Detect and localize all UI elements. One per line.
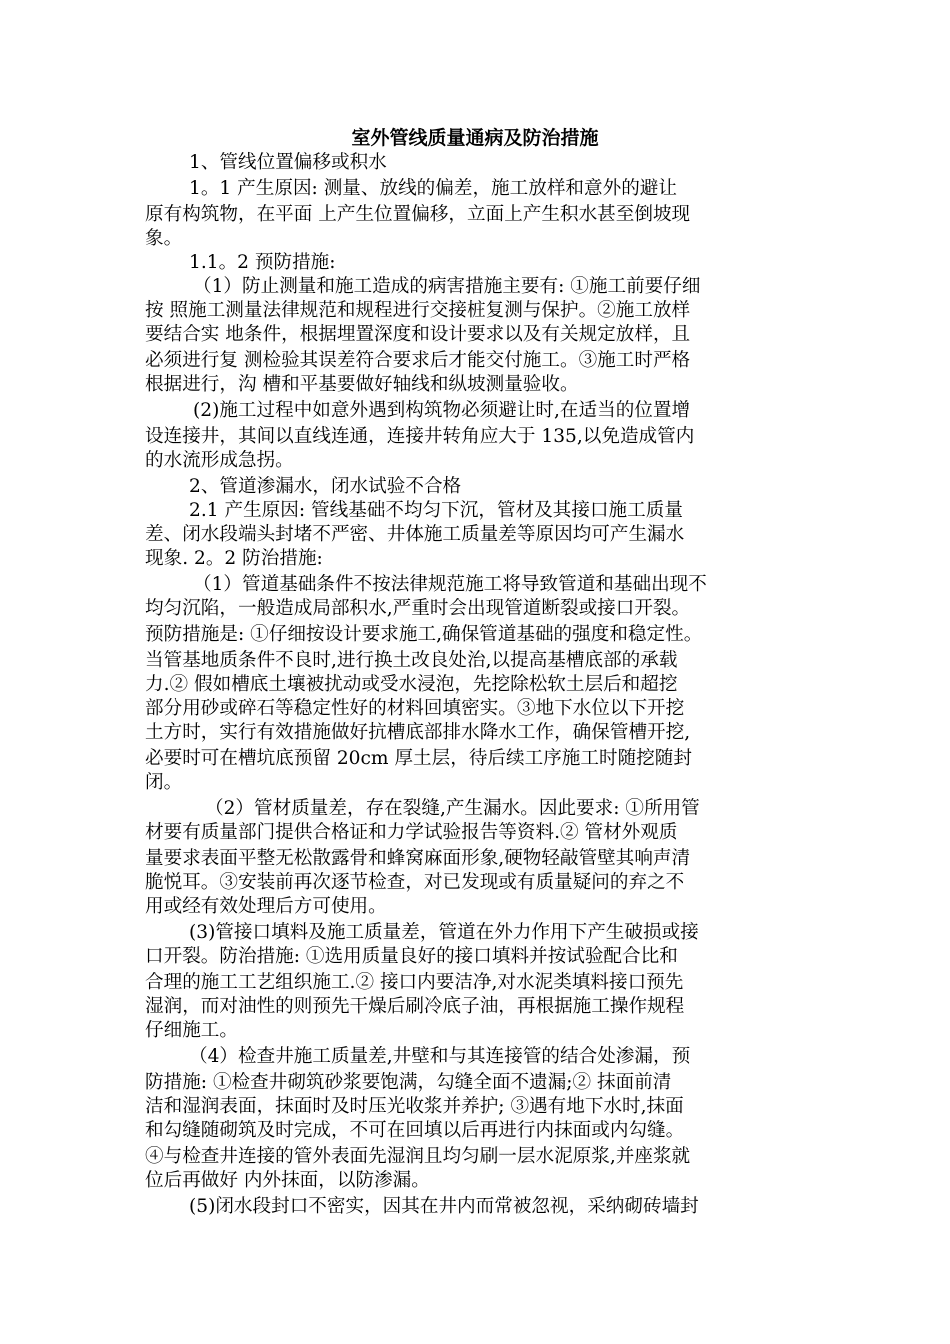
- paragraph-line: 土方时，实行有效措施做好抗槽底部排水降水工作，确保管槽开挖,: [145, 722, 691, 743]
- paragraph-line: 湿润，而对油性的则预先干燥后刷冷底子油，再根据施工操作规程: [145, 996, 685, 1017]
- paragraph-line: 1。1 产生原因: 测量、放线的偏差，施工放样和意外的避让: [189, 178, 677, 199]
- paragraph-line: 预防措施是: ①仔细按设计要求施工,确保管道基础的强度和稳定性。: [145, 624, 703, 645]
- paragraph-line: 用或经有效处理后方可使用。: [145, 896, 387, 917]
- paragraph-line: 均匀沉陷，一般造成局部积水,严重时会出现管道断裂或接口开裂。: [145, 598, 691, 619]
- paragraph-line: 象。: [145, 228, 183, 249]
- paragraph-line: 按 照施工测量法律规范和规程进行交接桩复测与保护。②施工放样: [145, 300, 691, 321]
- document-title: 室外管线质量通病及防治措施: [351, 127, 599, 149]
- paragraph-line: 量要求表面平整无松散露骨和蜂窝麻面形象,硬物轻敲管壁其响声清: [145, 848, 691, 869]
- paragraph-line: 闭。: [145, 772, 183, 793]
- paragraph-line: 防措施: ①检查井砌筑砂浆要饱满，勾缝全面不遗漏;② 抹面前清: [145, 1072, 672, 1093]
- paragraph-line: （1）防止测量和施工造成的病害措施主要有: ①施工前要仔细: [193, 276, 701, 297]
- section-heading-1: 1、管线位置偏移或积水: [189, 152, 387, 173]
- paragraph-line: 的水流形成急拐。: [145, 450, 294, 471]
- paragraph-line: 必要时可在槽坑底预留 20cm 厚土层，待后续工序施工时随挖随封: [145, 748, 692, 769]
- paragraph-line: 脆悦耳。③安装前再次逐节检查，对已发现或有质量疑问的弃之不: [145, 872, 685, 893]
- paragraph-line: 设连接井，其间以直线连通，连接井转角应大于 135,以免造成管内: [145, 426, 695, 447]
- section-heading-2: 2、管道渗漏水，闭水试验不合格: [189, 476, 462, 497]
- paragraph-line: 2.1 产生原因: 管线基础不均匀下沉，管材及其接口施工质量: [189, 500, 683, 521]
- paragraph-line: 口开裂。防治措施: ①选用质量良好的接口填料并按试验配合比和: [145, 946, 678, 967]
- paragraph-line: (2)施工过程中如意外遇到构筑物必须避让时,在适当的位置增: [193, 400, 691, 421]
- paragraph-line: 合理的施工工艺组织施工.② 接口内要洁净,对水泥类填料接口预先: [145, 972, 684, 993]
- subsection-heading: 1.1。2 预防措施:: [189, 252, 336, 273]
- paragraph-line: （2）管材质量差，存在裂缝,产生漏水。因此要求: ①所用管: [205, 798, 700, 819]
- paragraph-line: 原有构筑物，在平面 上产生位置偏移，立面上产生积水甚至倒坡现: [145, 204, 691, 225]
- paragraph-line: 力.② 假如槽底土壤被扰动或受水浸泡，先挖除松软土层后和超挖: [145, 674, 678, 695]
- paragraph-line: 必须进行复 测检验其误差符合要求后才能交付施工。③施工时严格: [145, 350, 691, 371]
- paragraph-line: （1）管道基础条件不按法律规范施工将导致管道和基础出现不: [193, 574, 707, 595]
- paragraph-line: 仔细施工。: [145, 1020, 238, 1041]
- paragraph-line: 根据进行，沟 槽和平基要做好轴线和纵坡测量验收。: [145, 374, 579, 395]
- paragraph-line: 位后再做好 内外抹面，以防渗漏。: [145, 1170, 430, 1191]
- paragraph-line: 材要有质量部门提供合格证和力学试验报告等资料.② 管材外观质: [145, 822, 678, 843]
- paragraph-line: 当管基地质条件不良时,进行换土改良处治,以提高基槽底部的承载: [145, 650, 678, 671]
- paragraph-line: 洁和湿润表面，抹面时及时压光收浆并养护; ③遇有地下水时,抹面: [145, 1096, 684, 1117]
- paragraph-line: (5)闭水段封口不密实，因其在井内而常被忽视，采纳砌砖墙封: [189, 1196, 699, 1217]
- paragraph-line: 和勾缝随砌筑及时完成，不可在回填以后再进行内抹面或内勾缝。: [145, 1120, 685, 1141]
- paragraph-line: 差、闭水段端头封堵不严密、井体施工质量差等原因均可产生漏水: [145, 524, 685, 545]
- paragraph-line: 部分用砂或碎石等稳定性好的材料回填密实。③地下水位以下开挖: [145, 698, 685, 719]
- paragraph-line: （4）检查井施工质量差,井壁和与其连接管的结合处渗漏，预: [189, 1046, 691, 1067]
- paragraph-line: ④与检查井连接的管外表面先湿润且均匀刷一层水泥原浆,并座浆就: [145, 1146, 691, 1167]
- paragraph-line: 现象. 2。2 防治措施:: [145, 548, 323, 569]
- paragraph-line: (3)管接口填料及施工质量差，管道在外力作用下产生破损或接: [189, 922, 699, 943]
- paragraph-line: 要结合实 地条件，根据埋置深度和设计要求以及有关规定放样，且: [145, 324, 691, 345]
